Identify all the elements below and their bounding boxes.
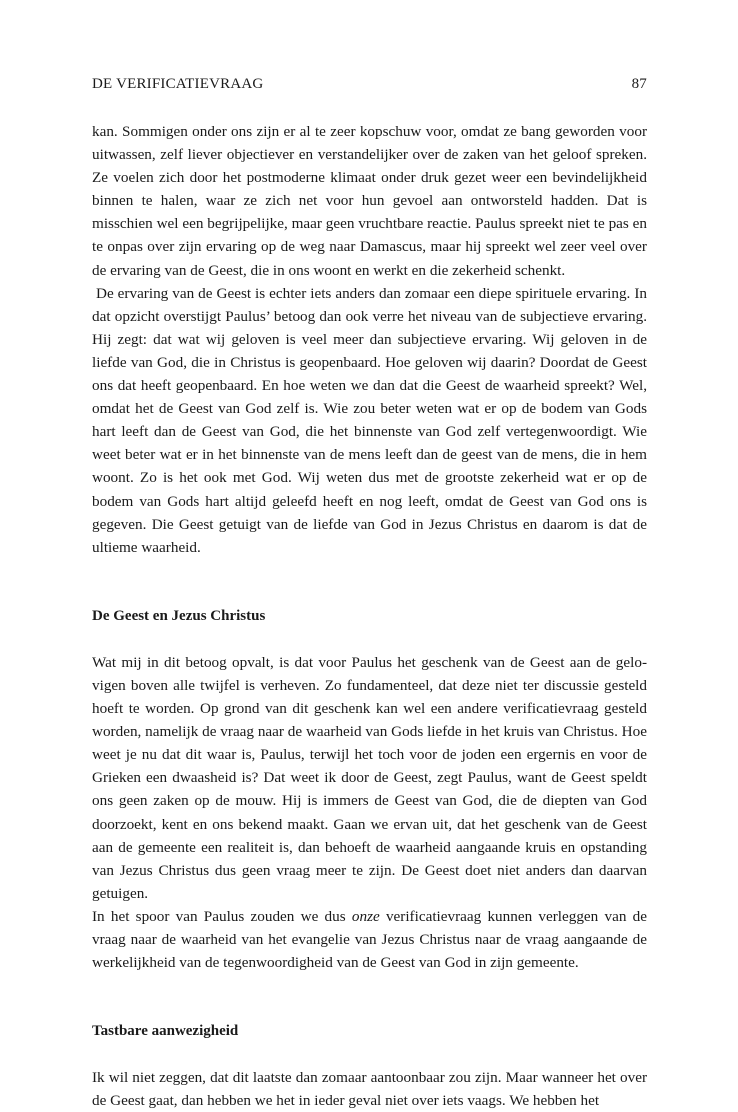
page-body [92, 120, 647, 1112]
running-head [92, 76, 647, 93]
page-number: 87 [631, 76, 647, 92]
paragraph-4-end: verificatievraag kunnen verleggen van de vraag naar de waarheid van het evangelie van Jezus Christus naar de vraag aangaande de werkelijkheid van de tegenwoordigheid van de Geest van God in zijn gemeente. [92, 907, 647, 972]
paragraph-4-emphasis: onze [351, 907, 380, 925]
running-head-title: DE VERIFICATIEVRAAG [92, 76, 264, 92]
paragraph-3: Wat mij in dit betoog opvalt, is dat voor Paulus het geschenk van de Geest aan de gelovigen boven alle twijfel is verheven. Zo fundamenteel, dat deze niet ter discussie gesteld hoeft te worden. Op grond van dit geschenk kan wel een andere verificatievraag gesteld worden, namelijk de vraag naar de waarheid van Gods liefde in het kruis van Christus. Hoe weet je nu dat dit waar is, Paulus, terwijl het toch voor de joden een ergernis en voor de Grieken een dwaasheid is? Dat weet ik door de Geest, zegt Paulus, want de Geest speldt ons geen zaken op de mouw. Hij is immers de Geest van God, die de diepten van God doorzoekt, kent en ons bekend maakt. Gaan we ervan uit, dat het geschenk van de Geest aan de gemeente een realiteit is, dan behoeft de waarheid aangaande kruis en opstanding van Jezus Christus dus geen vraag meer te zijn. De Geest doet niet anders dan daarvan getuigen. [92, 653, 647, 902]
paragraph-4 [92, 905, 647, 974]
paragraph-1: kan. Sommigen onder ons zijn er al te zeer kopschuw voor, omdat ze bang geworden voor uitwassen, zelf liever objectiever en verstandelijker over de zaken van het geloof spreken. Ze voelen zich door het postmoderne klimaat onder druk gezet weer een bevindelijkheid binnen te halen, waar ze zich net voor hun gevoel aan ontworsteld hadden. Dat is misschien wel een begrijpelijke, maar geen vruchtbare reactie. Paulus spreekt niet te pas en te onpas over zijn ervaring op de weg naar Damascus, maar hij spreekt wel zeer veel over de ervaring van de Geest, die in ons woont en werkt en die zekerheid schenkt. [92, 123, 647, 279]
section-heading-tastbare-aanwezigheid: Tastbare aanwezigheid [92, 1023, 239, 1040]
paragraph-4-start: In het spoor van Paulus zouden we dus [92, 907, 352, 925]
paragraph-2: De ervaring van de Geest is echter iets anders dan zomaar een diepe spirituele ervaring. In dat opzicht overstijgt Paulus’ betoog dan ook verre het niveau van de subjectieve ervaring. Hij zegt: dat wat wij geloven is veel meer dan subjectieve ervaring. Wij geloven in de liefde van God, die in Christus is geopenbaard. Hoe geloven wij daarin? Doordat de Geest ons dat heeft geopenbaard. En hoe weten we dan dat die Geest de waarheid spreekt? Wel, omdat het de Geest van God zelf is. Wie zou beter weten wat er op de bodem van Gods hart leeft dan de Geest van God, die het binnenste van God zelf vertegenwoordigt. Wie weet beter wat er in het binnenste van de mens leeft dan de geest van de mens, die in hem woont. Zo is het ook met God. Wij weten dus met de grootste zekerheid wat er op de bodem van Gods hart altijd geleefd heeft en nog leeft, omdat de Geest van God ons is gegeven. Die Geest getuigt van de liefde van God in Jezus Christus en daarom is dat de ultieme waarheid. [92, 284, 647, 556]
section-heading-geest-en-jezus: De Geest en Jezus Christus [92, 607, 266, 624]
paragraph-5: Ik wil niet zeggen, dat dit laatste dan zomaar aantoonbaar zou zijn. Maar wanneer het over de Geest gaat, dan hebben we het in ieder geval niet over iets vaags. We hebben het [92, 1069, 647, 1110]
